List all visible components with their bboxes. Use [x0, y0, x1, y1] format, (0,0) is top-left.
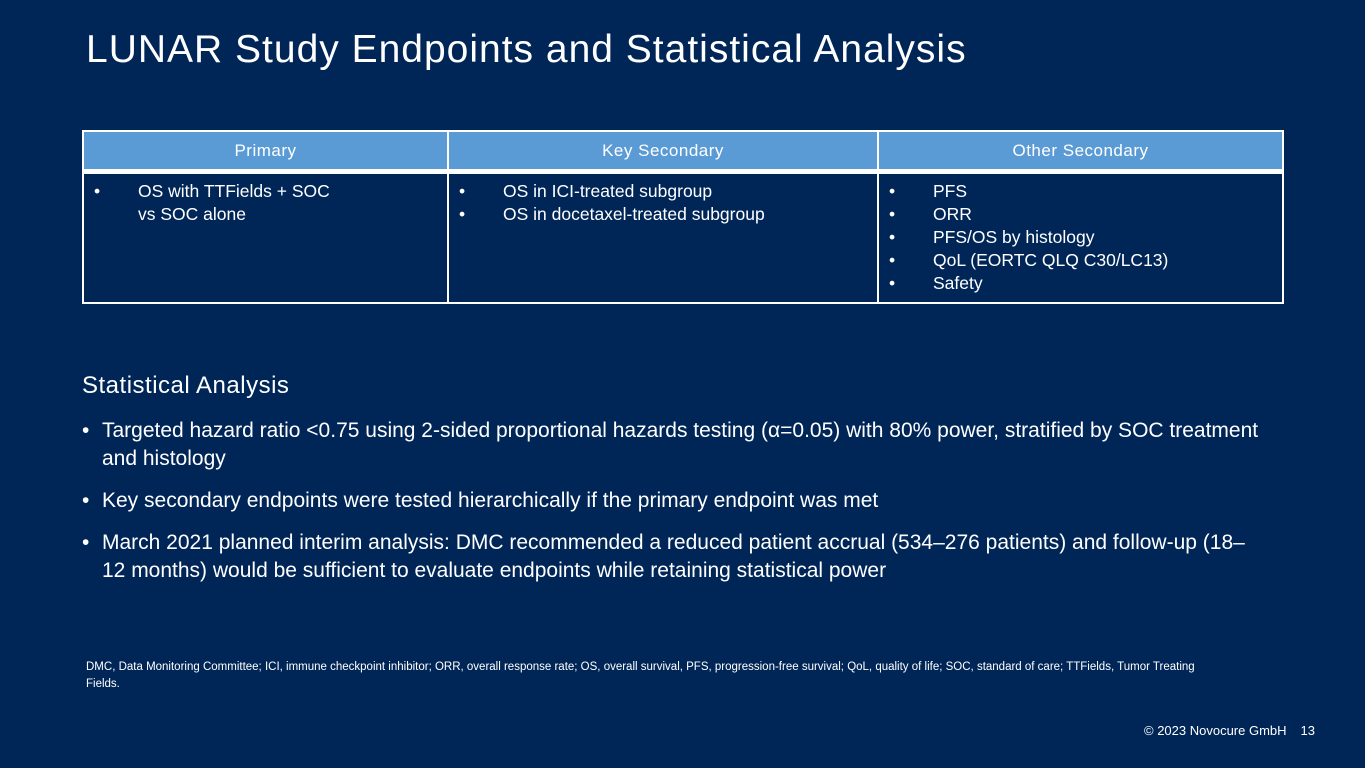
other-secondary-cell [878, 172, 1283, 304]
statistical-analysis-heading: Statistical Analysis [82, 372, 290, 399]
header-key-secondary: Key Secondary [448, 131, 878, 172]
list-item: • OS in ICI-treated subgroup [459, 181, 713, 201]
header-primary: Primary [83, 131, 448, 172]
copyright: © 2023 Novocure GmbH [1144, 723, 1287, 738]
primary-cell [83, 172, 448, 304]
list-item: • Targeted hazard ratio <0.75 using 2-sided proportional hazards testing (α=0.05) with 80% power, stratified by SOC treatment and histology [82, 417, 1262, 473]
list-item: • ORR [889, 204, 972, 224]
other-secondary-item: PFS [933, 181, 968, 201]
slide-title: LUNAR Study Endpoints and Statistical Analysis [86, 28, 967, 71]
page-number: 13 [1300, 723, 1315, 738]
primary-endpoint: OS with TTFields + SOC vs SOC alone [138, 181, 330, 224]
list-item: • PFS [889, 181, 968, 201]
stat-bullet: March 2021 planned interim analysis: DMC recommended a reduced patient accrual (534–276 patients) and follow-up (18–12 months) would be sufficient to evaluate endpoints while retaining statistical power [102, 531, 1245, 582]
other-secondary-item: Safety [933, 273, 983, 293]
key-secondary-item: OS in ICI-treated subgroup [503, 181, 713, 201]
other-secondary-item: PFS/OS by histology [933, 227, 1095, 247]
list-item: • Safety [889, 273, 983, 293]
statistical-analysis-list [82, 417, 1262, 599]
other-secondary-item: QoL (EORTC QLQ C30/LC13) [933, 250, 1169, 270]
list-item: • OS with TTFields + SOC vs SOC alone [94, 181, 330, 224]
stat-bullet: Targeted hazard ratio <0.75 using 2-sided proportional hazards testing (α=0.05) with 80% power, stratified by SOC treatment and histology [102, 419, 1259, 470]
other-secondary-item: ORR [933, 204, 972, 224]
key-secondary-item: OS in docetaxel-treated subgroup [503, 204, 765, 224]
key-secondary-cell [448, 172, 878, 304]
slide-footer [1144, 723, 1315, 738]
list-item: • OS in docetaxel-treated subgroup [459, 204, 765, 224]
list-item: • PFS/OS by histology [889, 227, 1095, 247]
list-item: • Key secondary endpoints were tested hierarchically if the primary endpoint was met [82, 487, 1262, 515]
list-item: • QoL (EORTC QLQ C30/LC13) [889, 250, 1169, 270]
stat-bullet: Key secondary endpoints were tested hierarchically if the primary endpoint was met [102, 489, 879, 512]
list-item: • March 2021 planned interim analysis: DMC recommended a reduced patient accrual (534–276 patients) and follow-up (18–12 months) would be sufficient to evaluate endpoints while retaining statistical power [82, 529, 1262, 585]
endpoints-table [82, 130, 1284, 304]
abbreviations-footnote: DMC, Data Monitoring Committee; ICI, immune checkpoint inhibitor; ORR, overall response rate; OS, overall survival, PFS, progression-free survival; QoL, quality of life; SOC, standard of care; TTFields, Tumor Treating Fields. [86, 661, 1195, 690]
header-other-secondary: Other Secondary [878, 131, 1283, 172]
